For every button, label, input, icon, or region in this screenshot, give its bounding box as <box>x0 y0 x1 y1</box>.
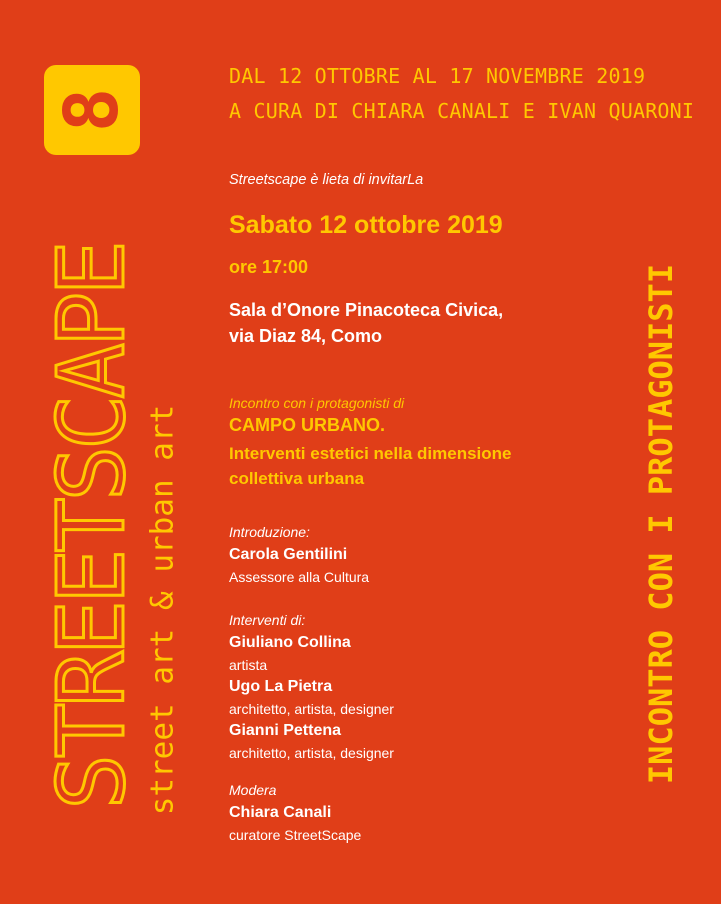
moderator-name: Chiara Canali <box>229 804 332 821</box>
event-time: ore 17:00 <box>229 257 309 277</box>
speaker-role: architetto, artista, designer <box>229 745 394 761</box>
event-subtitle-2: collettiva urbana <box>229 469 365 488</box>
venue-line-2: via Diaz 84, Como <box>229 326 383 346</box>
logo-badge <box>44 65 140 155</box>
event-title: CAMPO URBANO. <box>229 415 385 435</box>
event-date: Sabato 12 ottobre 2019 <box>229 211 503 239</box>
speaker-role: artista <box>229 657 268 673</box>
exhibition-curators: A CURA DI CHIARA CANALI E IVAN QUARONI <box>229 99 695 123</box>
venue-line-1: Sala d’Onore Pinacoteca Civica, <box>229 300 504 320</box>
exhibition-dates: DAL 12 OTTOBRE AL 17 NOVEMBRE 2019 <box>229 64 646 88</box>
moderator-role: curatore StreetScape <box>229 827 362 843</box>
speaker-name: Giuliano Collina <box>229 634 351 651</box>
brand-wordmark: STREETSCAPE <box>38 244 145 810</box>
intro-role: Assessore alla Cultura <box>229 569 370 585</box>
intro-label: Introduzione: <box>229 524 310 540</box>
speaker-name: Gianni Pettena <box>229 722 342 739</box>
side-title: INCONTRO CON I PROTAGONISTI <box>642 263 680 785</box>
speaker-name: Ugo La Pietra <box>229 678 333 695</box>
speaker-role: architetto, artista, designer <box>229 701 394 717</box>
speakers-label: Interventi di: <box>229 612 306 628</box>
invite-intro: Streetscape è lieta di invitarLa <box>229 172 424 188</box>
moderator-label: Modera <box>229 782 277 798</box>
intro-name: Carola Gentilini <box>229 546 348 563</box>
event-subtitle-1: Interventi estetici nella dimensione <box>229 444 512 463</box>
event-lead: Incontro con i protagonisti di <box>229 395 405 411</box>
brand-subtitle: street art & urban art <box>144 404 181 816</box>
logo-number: 8 <box>49 87 135 133</box>
